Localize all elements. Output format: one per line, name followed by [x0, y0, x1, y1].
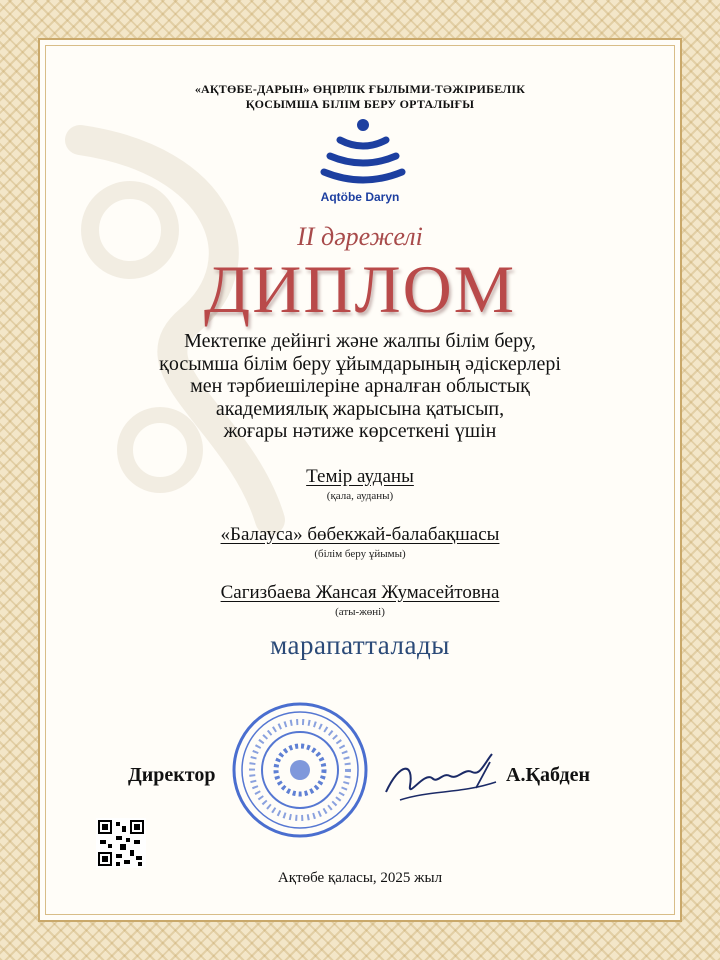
description-line: қосымша білім беру ұйымдарының әдіскерлері	[159, 352, 561, 375]
director-name: А.Қабден	[506, 764, 590, 786]
official-stamp-icon	[230, 700, 370, 840]
description-line: академиялық жарысына қатысып,	[215, 397, 505, 420]
recipient-name: Сагизбаева Жансая Жумасейтовна	[220, 582, 500, 603]
description-line: мен тәрбиешілеріне арналған облыстық	[190, 375, 530, 397]
institution-field	[0, 524, 720, 546]
award-description	[0, 330, 720, 443]
diploma-title: ДИПЛОМ	[203, 251, 517, 327]
description-line: жоғары нәтиже көрсеткені үшін	[223, 420, 497, 442]
district-value: Темір ауданы	[306, 466, 414, 487]
footer-place-year: Ақтөбе қаласы, 2025 жыл	[277, 870, 443, 886]
logo-text: Aqtöbe Daryn	[320, 190, 400, 204]
aqtobe-daryn-logo-icon	[318, 118, 408, 188]
director-label: Директор	[128, 764, 216, 786]
diploma-degree: II дәрежелі	[297, 222, 423, 251]
recipient-caption: (аты-жөні)	[335, 606, 385, 618]
institution-caption: (білім беру ұйымы)	[314, 548, 406, 560]
director-signature-icon	[380, 742, 500, 812]
recipient-field	[0, 582, 720, 604]
organization-name	[0, 82, 720, 112]
awarded-text: марапатталады	[270, 630, 450, 660]
organization-line-1: «АҚТӨБЕ-ДАРЫН» ӨҢІРЛІК ҒЫЛЫМИ-ТӘЖІРИБЕЛІК	[194, 82, 526, 96]
district-field	[0, 466, 720, 488]
organization-line-2: ҚОСЫМША БІЛІМ БЕРУ ОРТАЛЫҒЫ	[245, 97, 475, 111]
institution-value: «Балауса» бөбекжай-балабақшасы	[220, 524, 500, 545]
description-line: Мектепке дейінгі және жалпы білім беру,	[184, 330, 536, 352]
qr-code-icon	[96, 818, 146, 868]
district-caption: (қала, ауданы)	[326, 490, 394, 502]
